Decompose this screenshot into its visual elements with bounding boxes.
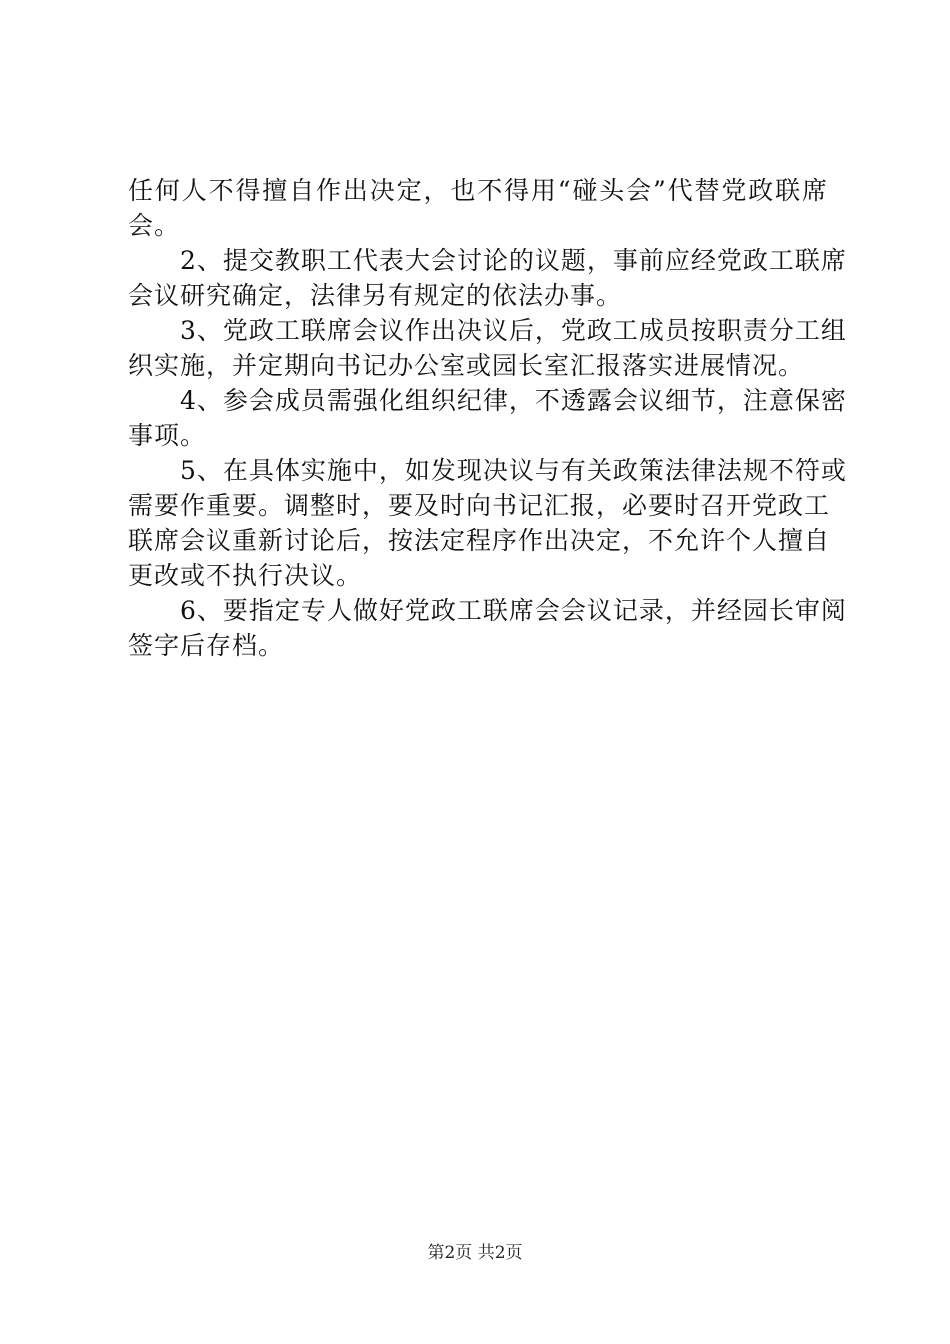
text-line: 3、党政工联席会议作出决议后，党政工成员按职责分工组 <box>128 316 847 345</box>
text-line: 更改或不执行决议。 <box>128 561 363 590</box>
text-line: 会。 <box>128 211 181 240</box>
text-line: 会议研究确定，法律另有规定的依法办事。 <box>128 281 623 310</box>
text-line: 6、要指定专人做好党政工联席会会议记录，并经园长审阅 <box>128 596 847 625</box>
text-line: 4、参会成员需强化组织纪律，不透露会议细节，注意保密 <box>128 386 847 415</box>
text-line: 任何人不得擅自作出决定，也不得用“碰头会”代替党政联席 <box>128 176 828 205</box>
text-line: 联席会议重新讨论后，按法定程序作出决定，不允许个人擅自 <box>128 526 831 555</box>
page-number-footer: 第2页 共2页 <box>427 1243 523 1263</box>
text-line: 事项。 <box>128 421 207 450</box>
text-line: 2、提交教职工代表大会讨论的议题，事前应经党政工联席 <box>128 246 847 275</box>
text-line: 5、在具体实施中，如发现决议与有关政策法律法规不符或 <box>128 456 847 485</box>
text-line: 织实施，并定期向书记办公室或园长室汇报落实进展情况。 <box>128 351 805 380</box>
text-line: 需要作重要。调整时，要及时向书记汇报，必要时召开党政工 <box>128 491 831 520</box>
text-line: 签字后存档。 <box>128 631 285 660</box>
body-text <box>128 173 847 663</box>
